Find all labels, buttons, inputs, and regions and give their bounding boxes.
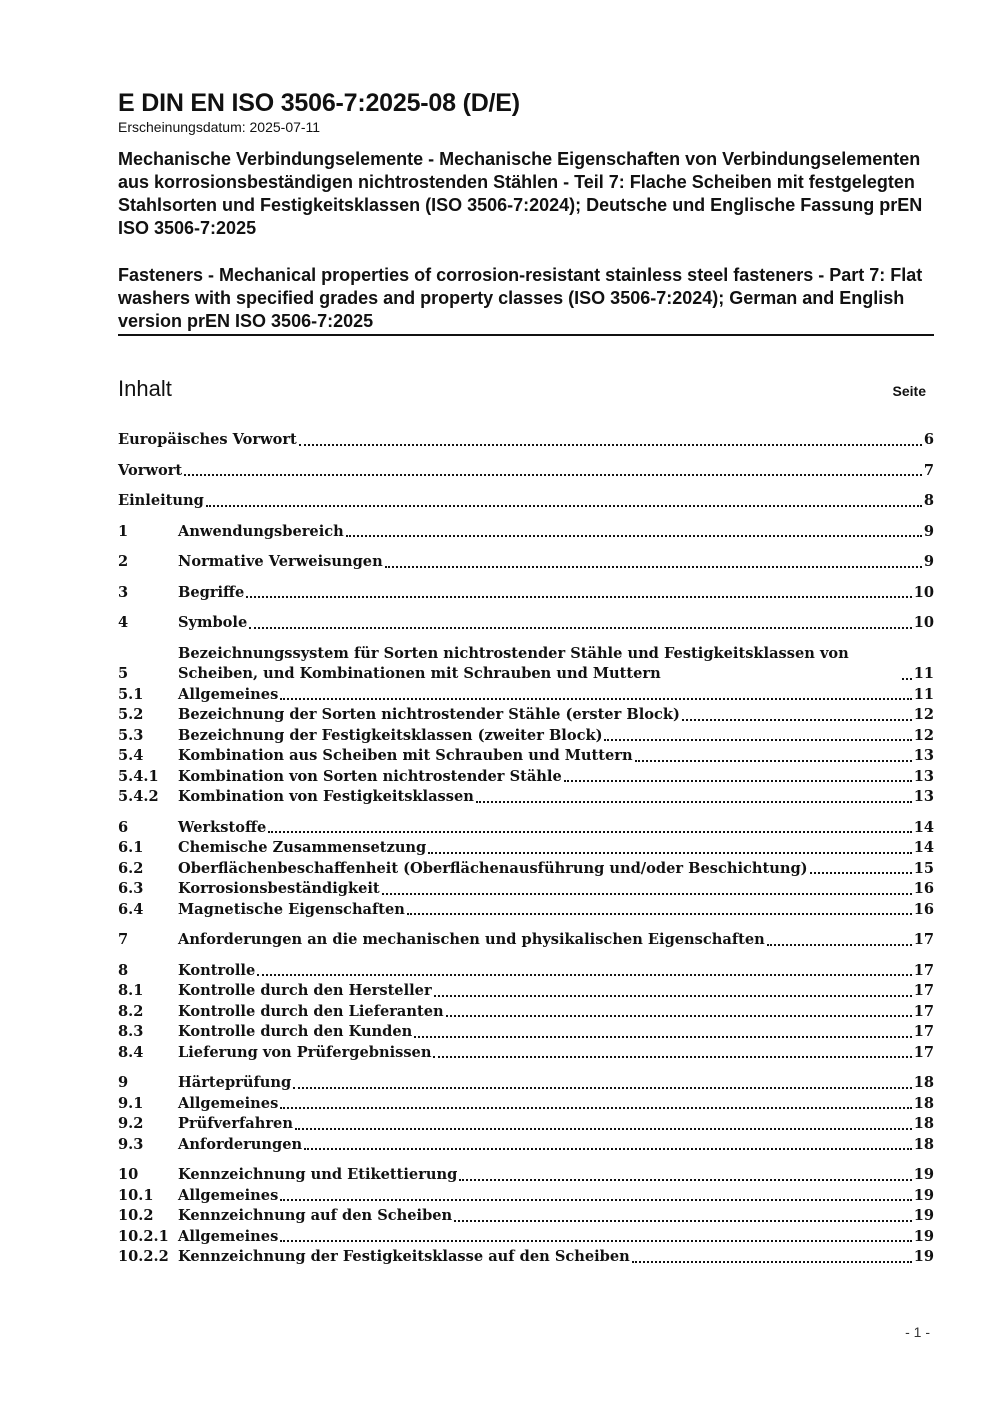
toc-entry-number: 9.1	[118, 1094, 144, 1112]
table-of-contents	[118, 430, 934, 1268]
toc-entry[interactable]	[118, 491, 934, 512]
toc-dot-leader	[299, 444, 922, 446]
document-page	[118, 88, 934, 1278]
toc-entry-page: 11	[913, 685, 934, 703]
toc-entry-page: 10	[913, 614, 934, 631]
toc-entry-title: Anwendungsbereich	[178, 522, 344, 540]
toc-entry-page: 19	[913, 1207, 934, 1224]
toc-entry[interactable]	[118, 838, 934, 859]
toc-entry-number: 5.4	[118, 747, 144, 764]
toc-entry-page: 18	[913, 1135, 934, 1153]
toc-entry-number: 6	[118, 818, 129, 836]
toc-dot-leader	[280, 1107, 911, 1109]
toc-entry-number: 8.1	[118, 982, 144, 999]
toc-entry[interactable]	[118, 1227, 934, 1248]
toc-dot-leader	[428, 852, 911, 854]
toc-dot-leader	[433, 1056, 911, 1058]
toc-dot-leader	[280, 1199, 911, 1201]
toc-dot-leader	[304, 1148, 912, 1150]
toc-entry-number: 8	[118, 961, 129, 979]
toc-entry-number: 2	[118, 553, 129, 570]
page-number: - 1 -	[905, 1324, 930, 1340]
toc-entry-number: 8.2	[118, 1002, 144, 1020]
toc-group	[118, 961, 934, 1064]
toc-entry-title: Normative Verweisungen	[178, 553, 383, 570]
toc-dot-leader	[206, 505, 922, 507]
toc-entry-page: 19	[913, 1166, 934, 1183]
toc-entry-page: 19	[913, 1186, 934, 1204]
toc-group	[118, 1073, 934, 1155]
toc-entry[interactable]	[118, 818, 934, 839]
toc-entry[interactable]	[118, 1247, 934, 1268]
toc-entry-number: 1	[118, 522, 129, 540]
toc-entry-page: 14	[913, 818, 934, 836]
toc-entry[interactable]	[118, 461, 934, 482]
toc-entry-number: 8.3	[118, 1023, 144, 1040]
toc-entry-title: Kennzeichnung der Festigkeitsklasse auf den Scheiben	[178, 1248, 630, 1265]
toc-entry[interactable]	[118, 552, 934, 573]
toc-entry[interactable]	[118, 787, 934, 808]
toc-entry-number: 5.2	[118, 706, 144, 723]
toc-entry[interactable]	[118, 1073, 934, 1094]
toc-entry-title: Bezeichnung der Festigkeitsklassen (zweiter Block)	[178, 726, 603, 744]
toc-entry[interactable]	[118, 1114, 934, 1135]
toc-entry-title: Begriffe	[178, 583, 245, 601]
toc-entry-title: Anforderungen an die mechanischen und physikalischen Eigenschaften	[178, 931, 765, 948]
toc-entry[interactable]	[118, 1206, 934, 1227]
toc-dot-leader	[385, 566, 922, 568]
toc-dot-leader	[564, 780, 912, 782]
toc-entry-number: 5.4.2	[118, 788, 159, 805]
toc-entry[interactable]	[118, 746, 934, 767]
toc-dot-leader	[682, 719, 912, 721]
toc-entry-page: 8	[923, 492, 934, 509]
toc-dot-leader	[249, 627, 911, 629]
toc-entry[interactable]	[118, 522, 934, 543]
toc-entry-title: Kontrolle	[178, 961, 256, 979]
toc-entry-page: 17	[913, 1002, 934, 1020]
toc-entry-number: 10.1	[118, 1186, 154, 1204]
toc-entry-title: Allgemeines	[178, 1186, 279, 1204]
toc-entry-page: 6	[923, 431, 934, 448]
toc-entry[interactable]	[118, 879, 934, 900]
toc-entry[interactable]	[118, 1165, 934, 1186]
toc-entry[interactable]	[118, 930, 934, 951]
toc-entry-title: Vorwort	[118, 461, 183, 479]
toc-dot-leader	[459, 1179, 911, 1181]
toc-dot-leader	[604, 739, 911, 741]
toc-entry-title: Magnetische Eigenschaften	[178, 900, 405, 918]
toc-dot-leader	[246, 596, 911, 598]
title-english: Fasteners - Mechanical properties of corrosion-resistant stainless steel fasteners - Part 7: Flat washers with specified grades and property classes (ISO 3506-7:2024); German and English version prEN ISO 3506-7:2025	[118, 264, 934, 336]
toc-group	[118, 583, 934, 604]
toc-group	[118, 644, 934, 808]
toc-dot-leader	[382, 893, 912, 895]
toc-dot-leader	[767, 944, 912, 946]
toc-entry-page: 9	[923, 553, 934, 570]
toc-entry-number: 5.3	[118, 726, 144, 744]
toc-entry-title: Härteprüfung	[178, 1074, 292, 1091]
toc-entry-number: 6.1	[118, 839, 144, 856]
toc-group	[118, 552, 934, 573]
toc-entry-title: Einleitung	[118, 492, 204, 509]
toc-entry-number: 10.2.2	[118, 1248, 169, 1265]
toc-heading: Inhalt	[118, 376, 172, 401]
toc-entry-page: 17	[913, 1043, 934, 1061]
toc-entry-title: Werkstoffe	[178, 818, 267, 836]
toc-header	[118, 376, 934, 402]
toc-entry-number: 6.3	[118, 880, 144, 897]
toc-dot-leader	[184, 474, 922, 476]
toc-entry-title: Europäisches Vorwort	[118, 431, 297, 448]
toc-group	[118, 1165, 934, 1268]
toc-entry-number: 9.2	[118, 1115, 144, 1132]
toc-entry-page: 16	[913, 900, 934, 918]
toc-entry[interactable]	[118, 1022, 934, 1043]
toc-entry-page: 17	[913, 961, 934, 979]
toc-entry-title: Korrosionsbeständigkeit	[178, 880, 380, 897]
toc-entry-page: 18	[913, 1115, 934, 1132]
toc-entry-title: Bezeichnungssystem für Sorten nichtrostender Stähle und Festigkeitsklassen von Scheiben, und Kombinationen mit Schrauben und Muttern	[178, 644, 849, 682]
toc-entry-page: 13	[913, 767, 934, 785]
toc-entry-number: 5.1	[118, 685, 144, 703]
toc-entry-number: 7	[118, 931, 129, 948]
toc-dot-leader	[280, 698, 911, 700]
toc-entry-title: Oberflächenbeschaffenheit (Oberflächenausführung und/oder Beschichtung)	[178, 859, 808, 877]
toc-dot-leader	[454, 1220, 912, 1222]
toc-entry-page: 18	[913, 1094, 934, 1112]
toc-dot-leader	[635, 760, 912, 762]
toc-entry-page: 15	[913, 859, 934, 877]
toc-entry[interactable]	[118, 961, 934, 982]
toc-entry[interactable]	[118, 981, 934, 1002]
toc-dot-leader	[293, 1087, 912, 1089]
toc-dot-leader	[902, 678, 912, 680]
toc-entry-title: Chemische Zusammensetzung	[178, 839, 427, 856]
toc-entry-title: Kombination von Festigkeitsklassen	[178, 788, 474, 805]
toc-entry-title: Lieferung von Prüfergebnissen	[178, 1043, 432, 1061]
toc-entry[interactable]	[118, 644, 934, 685]
toc-dot-leader	[414, 1036, 911, 1038]
toc-dot-leader	[295, 1128, 912, 1130]
toc-entry-title: Kontrolle durch den Lieferanten	[178, 1002, 444, 1020]
toc-entry-title: Bezeichnung der Sorten nichtrostender Stähle (erster Block)	[178, 706, 680, 723]
toc-group	[118, 522, 934, 543]
toc-entry-title: Allgemeines	[178, 1227, 279, 1245]
toc-dot-leader	[346, 535, 922, 537]
toc-entry-page: 19	[913, 1227, 934, 1245]
toc-entry-title: Kontrolle durch den Hersteller	[178, 982, 432, 999]
toc-dot-leader	[632, 1261, 912, 1263]
toc-group	[118, 491, 934, 512]
toc-entry-title: Kombination von Sorten nichtrostender Stähle	[178, 767, 562, 785]
toc-entry-page: 13	[913, 747, 934, 764]
toc-entry-title: Anforderungen	[178, 1135, 303, 1153]
toc-group	[118, 930, 934, 951]
toc-group	[118, 818, 934, 921]
toc-entry-page: 11	[913, 665, 934, 682]
toc-entry-number: 9	[118, 1074, 129, 1091]
toc-entry-number: 5	[118, 665, 129, 682]
toc-dot-leader	[446, 1015, 912, 1017]
toc-entry[interactable]	[118, 430, 934, 451]
toc-entry-page: 19	[913, 1248, 934, 1265]
toc-entry-page: 14	[913, 839, 934, 856]
toc-entry-number: 5.4.1	[118, 767, 159, 785]
toc-entry-number: 10	[118, 1166, 139, 1183]
toc-group	[118, 461, 934, 482]
toc-page-label: Seite	[892, 383, 926, 399]
toc-entry-number: 6.2	[118, 859, 144, 877]
toc-entry[interactable]	[118, 583, 934, 604]
toc-dot-leader	[280, 1240, 911, 1242]
toc-entry-page: 17	[913, 982, 934, 999]
toc-group	[118, 430, 934, 451]
publication-date: Erscheinungsdatum: 2025-07-11	[118, 119, 321, 135]
toc-entry-page: 10	[913, 583, 934, 601]
toc-dot-leader	[407, 913, 912, 915]
toc-entry-title: Kontrolle durch den Kunden	[178, 1023, 413, 1040]
toc-entry-page: 17	[913, 931, 934, 948]
toc-entry-number: 3	[118, 583, 129, 601]
toc-entry-number: 9.3	[118, 1135, 144, 1153]
toc-entry-title: Prüfverfahren	[178, 1115, 293, 1132]
toc-entry-title: Symbole	[178, 614, 248, 631]
toc-entry[interactable]	[118, 1043, 934, 1064]
toc-entry[interactable]	[118, 900, 934, 921]
toc-entry-title: Kennzeichnung und Etikettierung	[178, 1166, 458, 1183]
toc-entry[interactable]	[118, 1186, 934, 1207]
toc-entry[interactable]	[118, 859, 934, 880]
toc-entry-number: 8.4	[118, 1043, 144, 1061]
toc-entry-page: 7	[923, 461, 934, 479]
toc-entry[interactable]	[118, 767, 934, 788]
toc-entry-page: 9	[923, 522, 934, 540]
toc-entry[interactable]	[118, 1002, 934, 1023]
toc-entry[interactable]	[118, 1094, 934, 1115]
toc-dot-leader	[257, 974, 911, 976]
toc-group	[118, 613, 934, 634]
toc-entry-page: 18	[913, 1074, 934, 1091]
toc-entry-title: Allgemeines	[178, 1094, 279, 1112]
toc-entry[interactable]	[118, 613, 934, 634]
toc-entry-page: 12	[913, 726, 934, 744]
toc-entry[interactable]	[118, 705, 934, 726]
toc-entry-page: 17	[913, 1023, 934, 1040]
toc-entry-title: Kennzeichnung auf den Scheiben	[178, 1207, 453, 1224]
toc-entry-page: 16	[913, 880, 934, 897]
toc-entry-page: 12	[913, 706, 934, 723]
toc-entry-number: 4	[118, 614, 129, 631]
toc-dot-leader	[434, 995, 912, 997]
toc-dot-leader	[810, 872, 912, 874]
toc-entry-number: 6.4	[118, 900, 144, 918]
toc-entry[interactable]	[118, 1135, 934, 1156]
toc-entry-number: 10.2.1	[118, 1227, 169, 1245]
toc-entry-page: 13	[913, 788, 934, 805]
toc-entry-title: Allgemeines	[178, 685, 279, 703]
toc-dot-leader	[268, 831, 911, 833]
toc-entry-number: 10.2	[118, 1207, 154, 1224]
title-german: Mechanische Verbindungselemente - Mechanische Eigenschaften von Verbindungselementen aus korrosionsbeständigen nichtrostenden Stählen - Teil 7: Flache Scheiben mit festgelegten Stahlsorten und Festigkeitsklassen (ISO 3506-7:2024); Deutsche und Englische Fassung prEN ISO 3506-7:2025	[118, 149, 923, 238]
toc-entry-title: Kombination aus Scheiben mit Schrauben und Muttern	[178, 747, 633, 764]
toc-dot-leader	[476, 801, 912, 803]
document-id: E DIN EN ISO 3506-7:2025-08 (D/E)	[118, 89, 520, 117]
toc-entry[interactable]	[118, 685, 934, 706]
toc-entry[interactable]	[118, 726, 934, 747]
